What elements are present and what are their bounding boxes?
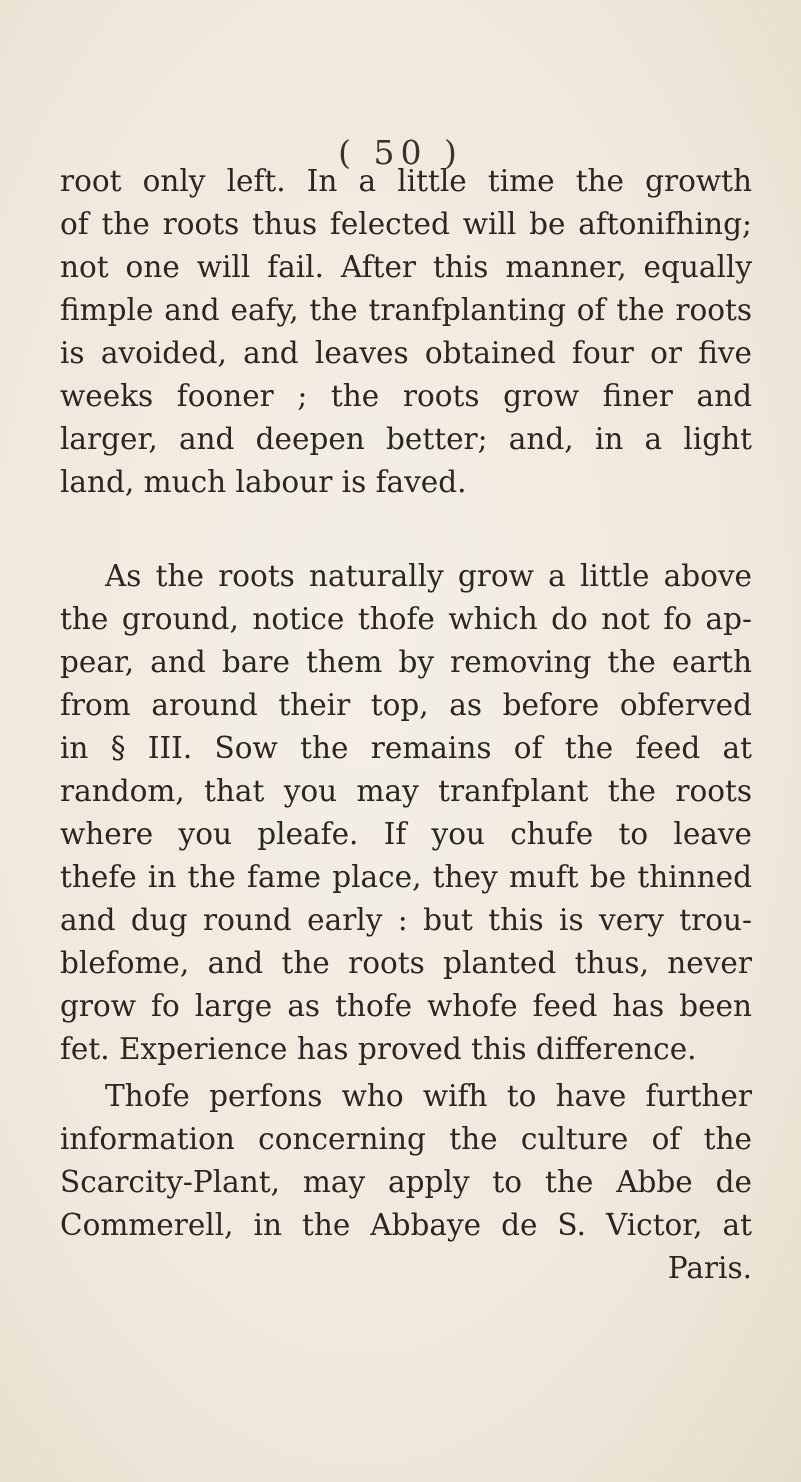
paragraph-3 xyxy=(60,1075,752,1290)
text-line: thefe in the fame place, they muft be thinned xyxy=(60,860,752,894)
paragraph-2 xyxy=(60,555,752,1071)
text-line: in § III. Sow the remains of the feed at xyxy=(60,731,752,765)
text-line: root only left. In a little time the growth xyxy=(60,164,752,198)
text-line: blefome, and the roots planted thus, never xyxy=(60,946,752,980)
text-line: not one will fail. After this manner, equally xyxy=(60,250,752,284)
text-line: is avoided, and leaves obtained four or five xyxy=(60,336,752,370)
text-line: the ground, notice thofe which do not fo ap- xyxy=(60,602,752,636)
text-line: and dug round early : but this is very trou- xyxy=(60,903,752,937)
text-line: Scarcity-Plant, may apply to the Abbe de xyxy=(60,1165,752,1199)
text-line: of the roots thus felected will be aftonifhing; xyxy=(60,207,752,241)
text-line: from around their top, as before obferved xyxy=(60,688,752,722)
text-line: where you pleafe. If you chufe to leave xyxy=(60,817,752,851)
text-line: As the roots naturally grow a little above xyxy=(105,559,752,593)
text-line: grow fo large as thofe whofe feed has been xyxy=(60,989,752,1023)
text-line: information concerning the culture of the xyxy=(60,1122,752,1156)
page-number: ( 50 ) xyxy=(338,133,463,172)
text-line: Commerell, in the Abbaye de S. Victor, at xyxy=(60,1208,752,1242)
text-line: weeks fooner ; the roots grow finer and xyxy=(60,379,752,413)
text-line: pear, and bare them by removing the earth xyxy=(60,645,752,679)
paragraph-1 xyxy=(60,160,752,504)
text-line: fimple and eafy, the tranfplanting of the roots xyxy=(60,293,752,327)
text-line: larger, and deepen better; and, in a light xyxy=(60,422,752,456)
text-line: Paris. xyxy=(667,1251,752,1285)
text-line: fet. Experience has proved this difference. xyxy=(60,1032,697,1066)
text-line: random, that you may tranfplant the roots xyxy=(60,774,752,808)
text-line: land, much labour is faved. xyxy=(60,465,467,499)
text-line: Thofe perfons who wifh to have further xyxy=(105,1079,752,1113)
